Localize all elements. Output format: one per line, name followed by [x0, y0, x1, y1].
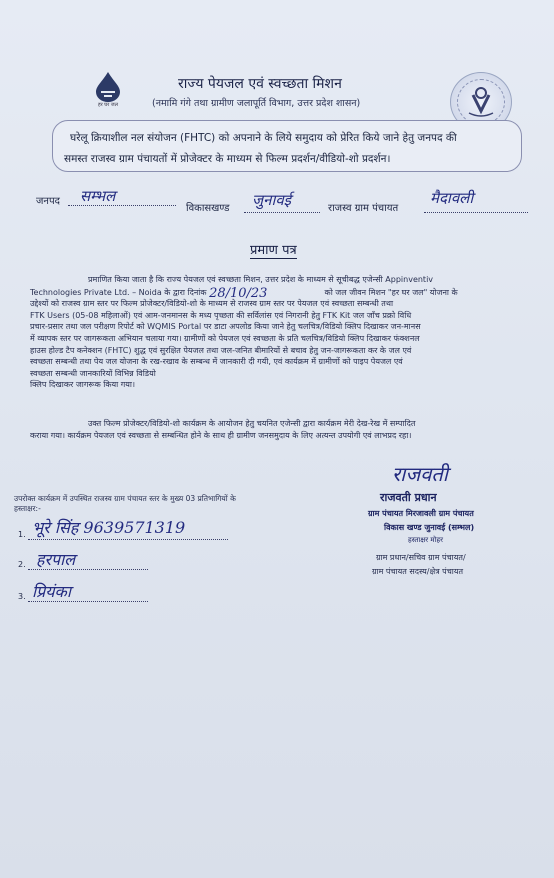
- block-value: जुनावई: [252, 191, 292, 209]
- para1-line: प्रचार-प्रसार तथा जल परीक्षण रिपोर्ट को WQMIS Portal पर डाटा अपलोड किया जाने हेतु चलचित्र/विडियो क्लिप दिखाकर जन-मानस: [30, 322, 421, 332]
- attendee-signature: हरपाल: [36, 550, 76, 569]
- district-label: जनपद: [36, 196, 60, 207]
- signatory-role-1: ग्राम प्रधान/सचिव ग्राम पंचायत/: [376, 553, 466, 562]
- para1-line: प्रमाणित किया जाता है कि राज्य पेयजल एवं स्वच्छता मिशन, उत्तर प्रदेश के माध्यम से सूचीबद्ध एजेन्सी Appinventiv: [88, 275, 434, 284]
- certificate-paragraph-1: [30, 274, 540, 391]
- org-title: राज्य पेयजल एवं स्वच्छता मिशन: [178, 76, 342, 92]
- attendee-signature: भूरे सिंह 9639571319: [32, 518, 186, 537]
- para1-line: स्वच्छता सम्बन्धी जानकारियों विभिन्न विडियो: [30, 368, 156, 378]
- para1-line: FTK Users (05-08 महिलाओं) एवं आम-जनमानस के मध्य पृच्छता की सर्विलांस एवं निगरानी हेतु FTK Kit जल जाँच प्रक्रो विधि: [30, 310, 412, 320]
- org-subtitle: (नमामि गंगे तथा ग्रामीण जलापूर्ति विभाग, उत्तर प्रदेश शासन): [152, 98, 361, 109]
- certificate-paragraph-2: [30, 418, 540, 441]
- attendees-note: उपरोक्त कार्यक्रम में उपस्थित राजस्व ग्राम पंचायत स्तर के मुख्य 03 प्रतिभागियों के हस्ताक्षर:-: [14, 494, 236, 513]
- para2-line: कराया गया। कार्यक्रम पेयजल एवं स्वच्छता से सम्बन्धित होने के साथ ही ग्रामीण जनसमुदाय के लिए अत्यन्त उपयोगी एवं लाभप्रद रहा।: [30, 430, 412, 440]
- para1-line: उद्देश्यों को राजस्व ग्राम स्तर पर फिल्म प्रोजेक्टर/विडियो-शो के माध्यम से राजस्व ग्राम स्तर पर पेयजल एवं स्वच्छता सम्बन्धी तथा: [30, 299, 394, 309]
- panchayat-label: राजस्व ग्राम पंचायत: [328, 203, 399, 214]
- para1-line: क्लिप दिखाकर जागरूक किया गया।: [30, 380, 135, 390]
- district-value: सम्भल: [80, 187, 116, 205]
- official-stamp: राजवती प्रधान ग्राम पंचायत मिरजावली ग्राम पंचायत विकास खण्ड जुनावई (सम्भल) हस्ताक्षर मोहर: [368, 491, 475, 544]
- attendee-signature: प्रियंका: [32, 582, 71, 601]
- para1-line: स्वच्छता सम्बन्धी तथा पेय जल योजना के रख-रखाव के सम्बन्ध में जानकारी दी गयी, एवं कार्यक्रम में ग्रामीणों को पाइप पेयजल एवं: [30, 357, 403, 367]
- panchayat-line: [424, 212, 528, 213]
- har-ghar-jal-logo: [88, 70, 128, 118]
- para2-line: उक्त फिल्म प्रोजेक्टर/विडियो-शो कार्यक्रम के आयोजन हेतु चयनित एजेन्सी द्वारा कार्यक्रम मेरी देख-रेख में सम्पादित: [88, 419, 416, 428]
- program-date: 28/10/23: [209, 285, 268, 301]
- logo-left-tag: हर घर जल: [98, 102, 118, 108]
- para1-line-date: Technologies Private Ltd. – Noida के द्वारा दिनांक 28/10/23 को जल जीवन मिशन "हर घर जल" योजना के: [30, 285, 458, 301]
- attendee-number: 3.: [18, 592, 26, 601]
- attendee-number: 2.: [18, 560, 26, 569]
- banner-line-2: समस्त राजस्व ग्राम पंचायतों में प्रोजेक्टर के माध्यम से फिल्म प्रदर्शन/वीडियो-शो प्रदर्शन।: [64, 153, 391, 165]
- para1-line: हाउस होल्ड टैप कनेक्शन (FHTC) शुद्ध एवं सुरक्षित पेयजल तथा जल-जनित बीमारियों से बचाव हेतु जन-जागरूकता कर के जल एवं: [30, 345, 412, 355]
- certificate-title: प्रमाण पत्र: [250, 240, 297, 259]
- signatory-role-2: ग्राम पंचायत सदस्य/क्षेत्र पंचायत: [372, 567, 464, 576]
- block-label: विकासखण्ड: [186, 203, 230, 214]
- pradhan-signature: राजवती: [392, 462, 448, 486]
- water-drop-icon: [88, 70, 128, 104]
- attendee-line: [28, 539, 228, 540]
- panchayat-value: मैदावली: [430, 189, 474, 207]
- para1-line: में व्यापक स्तर पर जागरूकता अभियान चलाया गया। ग्रामीणों को पेयजल एवं स्वच्छता के प्रति चलचित्र/विडियो क्लिप दिखाकर फंक्शनल: [30, 333, 420, 343]
- banner-line-1: घरेलू क्रियाशील नल संयोजन (FHTC) को अपनाने के लिये समुदाय को प्रेरित किये जाने हेतु जनपद की: [70, 132, 457, 144]
- attendee-number: 1.: [18, 530, 26, 539]
- block-line: [244, 212, 320, 213]
